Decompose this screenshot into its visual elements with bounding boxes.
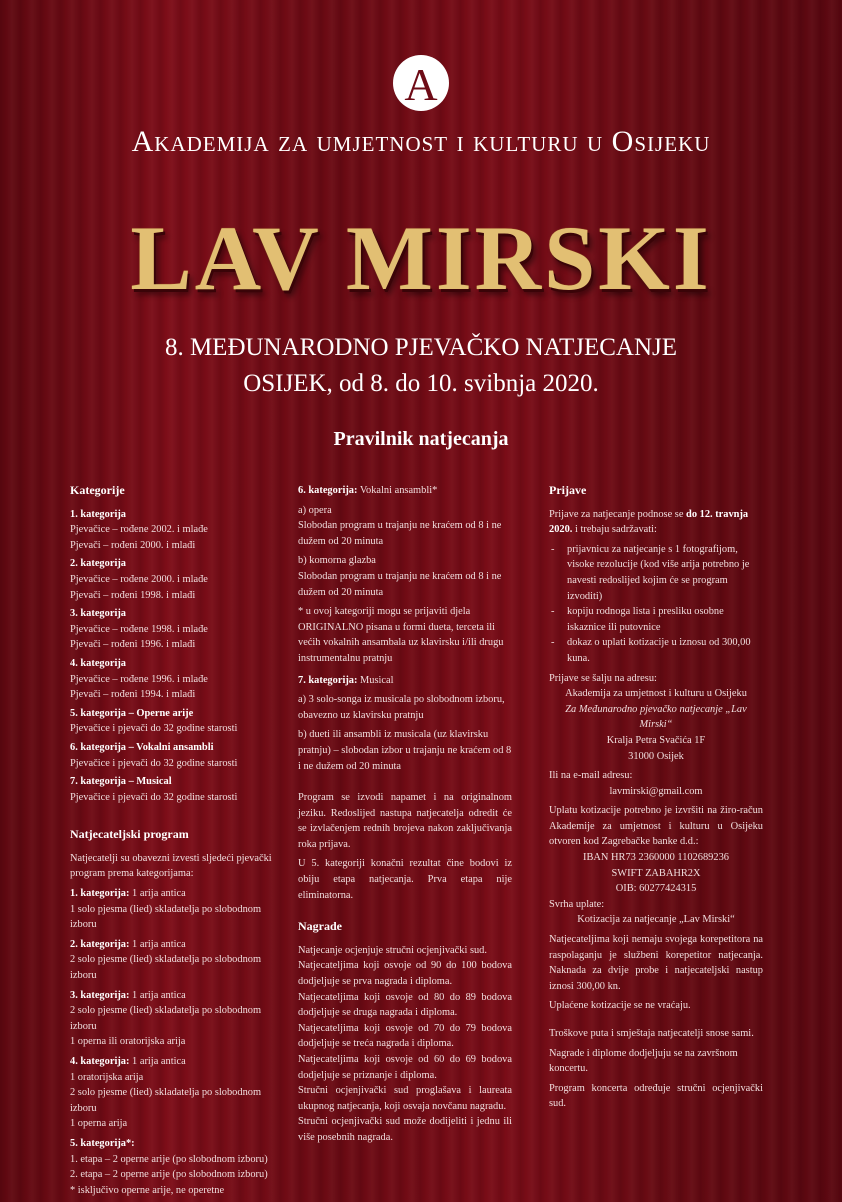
oib: OIB: 60277424315 (615, 883, 697, 895)
category-title: 6. kategorija – Vokalni ansambli (70, 741, 214, 753)
program-label: 5. kategorija*: (70, 1137, 135, 1149)
address-line: 31000 Osijek (628, 750, 684, 762)
column-middle (298, 483, 512, 1146)
program-cat-2 (70, 937, 280, 984)
program-line: 2 solo pjesme (lied) skladatelja po slobodnom izboru (70, 954, 262, 982)
category-line: Pjevači – rođeni 1998. i mlađi (70, 589, 196, 601)
awards-concert-note: Nagrade i diplome dodjeljuju se na završnom koncertu. (549, 1047, 738, 1075)
swift: SWIFT ZABAHR2X (611, 867, 701, 879)
category-line: Pjevači – rođeni 2000. i mlađi (70, 539, 196, 551)
program-line: 1 arija antica (129, 888, 186, 900)
send-to-label: Prijave se šalju na adresu: (549, 672, 657, 684)
category-line: Pjevačice – rođene 2002. i mlađe (70, 524, 208, 536)
award-line: Natjecateljima koji osvoje od 60 do 69 bodova dodjeljuje se priznanje i diploma. (298, 1054, 512, 1081)
categories-heading: Kategorije (70, 483, 125, 497)
category-line: Pjevačice – rođene 1998. i mlađe (70, 623, 208, 635)
applications-heading: Prijave (549, 483, 587, 497)
main-title: LAV MIRSKI (130, 207, 712, 309)
category-7-name: Musical (357, 674, 394, 686)
email-address: lavmirski@gmail.com (609, 785, 703, 797)
program-note-2: U 5. kategoriji konačni rezultat čine bodovi iz obiju etapa natjecanja. Prva etapa nije eliminatorna. (298, 858, 512, 901)
program-line: 1. etapa – 2 operne arije (po slobodnom izboru) (70, 1153, 268, 1165)
program-line: 1 arija antica (129, 938, 186, 950)
logo-letter: A (404, 59, 438, 110)
program-cat-1 (70, 886, 280, 933)
subtitle-line-1: 8. MEĐUNARODNO PJEVAČKO NATJECANJE (164, 334, 678, 361)
iban: IBAN HR73 2360000 1102689236 (583, 852, 729, 864)
purpose: Kotizacija za natjecanje „Lav Mirski“ (577, 914, 735, 926)
category-line: Pjevačice – rođene 2000. i mlađe (70, 573, 208, 585)
subtitle (0, 330, 842, 402)
award-line: Natjecateljima koji osvoje od 80 do 89 bodova dodjeljuje se druga nagrada i diploma. (298, 991, 512, 1019)
category-7-b: b) dueti ili ansambli iz musicala (uz klavirsku pratnju) – slobodan izbor u trajanju ne kraćem od 8 i ne dužem od 20 minuta (298, 729, 512, 772)
program-line: 1 oratorijska arija (70, 1071, 144, 1083)
category-block (70, 774, 280, 805)
category-block (70, 507, 280, 554)
award-line: Stručni ocjenjivački sud proglašava i laureata ukupnog natjecanja, koji osvaja novčanu nagradu. (298, 1085, 512, 1112)
category-6-b-text: Slobodan program u trajanju ne kraćem od 8 i ne dužem od 20 minuta (298, 570, 502, 598)
category-line: Pjevačice i pjevači do 32 godine starosti (70, 791, 238, 803)
program-line: 1 operna ili oratorijska arija (70, 1036, 186, 1048)
award-line: Natjecateljima koji osvoje od 90 do 100 bodova dodjeljuje se prva nagrada i diploma. (298, 960, 512, 988)
category-block (70, 706, 280, 737)
category-title: 7. kategorija – Musical (70, 776, 172, 788)
category-block (70, 740, 280, 771)
program-line: * isključivo operne arije, ne operetne (70, 1184, 225, 1196)
address-line: Kralja Petra Svačića 1F (606, 734, 706, 746)
applications-list (549, 542, 763, 667)
category-line: Pjevačice – rođene 1996. i mlađe (70, 673, 208, 685)
intro-text: i trebaju sadržavati: (572, 524, 657, 536)
purpose-label: Svrha uplate: (549, 898, 605, 910)
category-title: 1. kategorija (70, 508, 126, 520)
category-line: Pjevači – rođeni 1996. i mlađi (70, 639, 196, 651)
category-6-a-text: Slobodan program u trajanju ne kraćem od 8 i ne dužem od 20 minuta (298, 520, 502, 547)
payment-text: Uplatu kotizacije potrebno je izvršiti na žiro-račun Akademije za umjetnost i kulturu u Osijeku otvoren kod Zagrebačke banke d.d.: (549, 805, 763, 848)
category-7-a: a) 3 solo-songa iz musicala po slobodnom izboru, obavezno uz klavirsku pratnju (298, 694, 505, 721)
category-block (70, 606, 280, 653)
applications-intro (549, 507, 763, 538)
email-label: Ili na e-mail adresu: (549, 770, 633, 782)
category-title: 4. kategorija (70, 657, 126, 669)
program-line: 2. etapa – 2 operne arije (po slobodnom izboru) (70, 1169, 268, 1181)
program-label: 1. kategorija: (70, 888, 130, 900)
category-line: Pjevači – rođeni 1994. i mlađi (70, 689, 196, 701)
program-line: 1 arija antica (129, 1056, 186, 1067)
program-line: 1 arija antica (129, 989, 186, 1001)
category-block (70, 656, 280, 703)
program-note-1: Program se izvodi napamet i na originalnom jeziku. Redoslijed nastupa natjecatelja odredit će se izvlačenjem rednih brojeva nakon zaključivanja roka prijava. (298, 792, 512, 850)
category-6-b: b) komorna glazba (298, 555, 376, 567)
list-item: - prijavnicu za natjecanje s 1 fotografijom, visoke rezolucije (kod više arija potrebno je navesti redoslijed kojim će se program izvoditi) (549, 542, 763, 604)
rules-title: Pravilnik natjecanja (333, 428, 509, 450)
address-line: Akademija za umjetnost i kulturu u Osijeku (565, 688, 747, 700)
subtitle-line-2: OSIJEK, od 8. do 10. svibnja 2020. (243, 370, 599, 397)
list-item: - dokaz o uplati kotizacije u iznosu od 300,00 kuna. (549, 635, 763, 666)
category-7-label: 7. kategorija: (298, 674, 358, 686)
program-cat-5 (70, 1136, 280, 1198)
program-line: 1 operna arija (70, 1118, 128, 1130)
program-label: 3. kategorija: (70, 989, 130, 1001)
category-6-note: * u ovoj kategoriji mogu se prijaviti djela ORIGINALNO pisana u formi dueta, terceta ili većih vokalnih ansambala uz klavirsku i/ili drugu instrumentalnu pratnju (298, 606, 504, 664)
program-cat-4 (70, 1054, 280, 1132)
category-6-label: 6. kategorija: (298, 485, 358, 496)
category-title: 2. kategorija (70, 558, 126, 570)
program-cat-3 (70, 988, 280, 1050)
award-line: Natjecateljima koji osvoje od 70 do 79 bodova dodjeljuje se treća nagrada i diploma. (298, 1022, 512, 1050)
category-line: Pjevačice i pjevači do 32 godine starosti (70, 723, 238, 735)
award-line: Natjecanje ocjenjuje stručni ocjenjivački sud. (298, 944, 487, 956)
category-line: Pjevačice i pjevači do 32 godine starosti (70, 757, 238, 769)
category-title: 5. kategorija – Operne arije (70, 707, 194, 719)
program-heading: Natjecateljski program (70, 827, 189, 842)
academy-logo (393, 55, 449, 111)
category-6-name: Vokalni ansambli* (357, 485, 438, 496)
travel-note: Troškove puta i smještaja natjecatelji snose sami. (549, 1028, 754, 1039)
category-6-a: a) opera (298, 504, 332, 516)
program-line: 2 solo pjesme (lied) skladatelja po slobodnom izboru (70, 1005, 262, 1032)
column-right (549, 483, 763, 1112)
academy-name: Akademija za umjetnost i kulturu u Osijeku (131, 125, 711, 158)
program-label: 4. kategorija: (70, 1056, 130, 1067)
awards-heading: Nagrade (298, 919, 342, 934)
column-left (70, 483, 280, 1202)
accompanist-note: Natjecateljima koji nemaju svojega korepetitora na raspolaganju je službeni korepetitor natjecanja. Naknada za dvije probe i natjecateljski nastup iznosi 300,00 kn. (549, 934, 763, 992)
intro-text: Prijave za natjecanje podnose se (549, 508, 687, 520)
list-item: - kopiju rodnoga lista i presliku osobne iskaznice ili putovnice (549, 604, 763, 635)
program-label: 2. kategorija: (70, 938, 130, 950)
award-line: Stručni ocjenjivački sud može dodijeliti i jednu ili više posebnih nagrada. (298, 1116, 512, 1143)
address-line: Za Međunarodno pjevačko natjecanje „Lav Mirski“ (565, 703, 747, 731)
program-line: 2 solo pjesme (lied) skladatelja po slobodnom izboru (70, 1087, 262, 1114)
category-block (70, 556, 280, 603)
program-intro: Natjecatelji su obavezni izvesti sljedeći pjevački program prema kategorijama: (70, 852, 272, 880)
no-refund-note: Uplaćene kotizacije se ne vraćaju. (549, 1000, 691, 1012)
concert-program-note: Program koncerta određuje stručni ocjenjivački sud. (549, 1082, 763, 1110)
deadline: do 12. travnja 2020. (549, 508, 749, 536)
category-title: 3. kategorija (70, 608, 126, 620)
program-line: 1 solo pjesma (lied) skladatelja po slobodnom izboru (70, 903, 262, 931)
